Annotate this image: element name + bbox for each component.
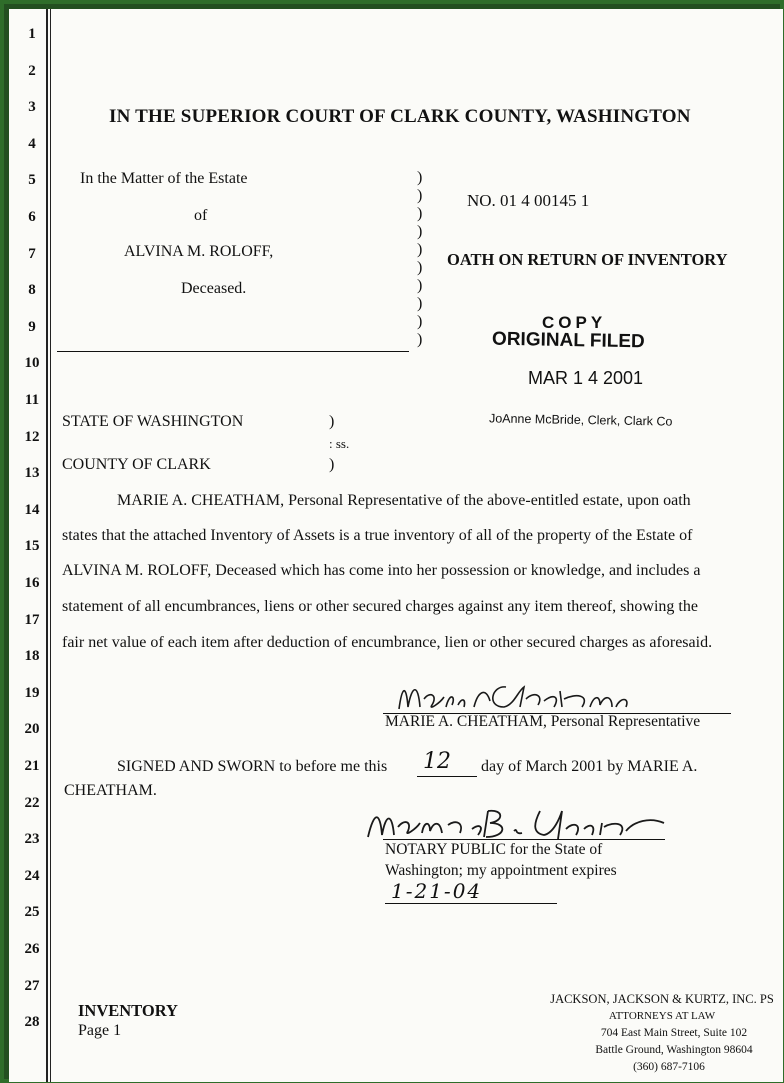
line-number: 3 <box>28 99 36 116</box>
line-number: 23 <box>24 831 40 848</box>
line-number: 25 <box>24 904 40 921</box>
firm-phone: (360) 687-7106 <box>633 1061 705 1073</box>
line-number: 11 <box>24 392 40 408</box>
margin-rule-left <box>46 9 48 1082</box>
line-number: 22 <box>24 794 40 811</box>
caption-parentheses: ) ) ) ) ) ) ) ) ) ) <box>417 169 423 348</box>
line-number: 8 <box>28 282 36 299</box>
signer-name: MARIE A. CHEATHAM, Personal Representative <box>385 713 701 730</box>
venue-paren-1: ) <box>329 413 335 430</box>
line-number: 1 <box>28 26 36 42</box>
stamp-date: MAR 1 4 2001 <box>528 368 644 388</box>
body-line-1: MARIE A. CHEATHAM, Personal Representative of the above-entitled estate, upon oath <box>117 492 691 509</box>
line-number: 13 <box>24 465 40 482</box>
line-number: 19 <box>24 684 40 701</box>
line-number: 10 <box>24 355 40 372</box>
expiration-line <box>385 903 557 904</box>
line-number: 21 <box>24 758 40 774</box>
notary-line-2: Washington; my appointment expires <box>385 862 617 879</box>
line-number: 27 <box>24 977 40 994</box>
sworn-suffix: day of March 2001 by MARIE A. <box>481 758 698 775</box>
body-line-4: statement of all encumbrances, liens or other secured charges against any item thereof, showing the <box>62 598 698 615</box>
court-title: IN THE SUPERIOR COURT OF CLARK COUNTY, WASHINGTON <box>109 106 691 127</box>
venue-county: COUNTY OF CLARK <box>62 456 211 473</box>
line-number: 6 <box>28 209 36 225</box>
notary-line <box>383 839 665 840</box>
line-number: 9 <box>28 318 36 335</box>
line-number: 17 <box>24 611 40 628</box>
matter-of: of <box>194 207 208 224</box>
line-number: 15 <box>24 538 40 555</box>
stamp-clerk: JoAnne McBride, Clerk, Clark Co <box>488 411 673 429</box>
line-number: 7 <box>28 245 36 262</box>
venue-ss: : ss. <box>329 436 350 451</box>
margin-rule-right <box>50 9 51 1082</box>
deceased-label: Deceased. <box>181 280 247 297</box>
line-number: 5 <box>28 172 36 189</box>
venue-state: STATE OF WASHINGTON <box>62 413 244 430</box>
sworn-name-continued: CHEATHAM. <box>64 782 157 799</box>
line-number: 24 <box>24 867 40 884</box>
line-number: 4 <box>28 135 36 152</box>
stamp-original-filed: ORIGINAL FILED <box>491 328 645 353</box>
stamp-copy: COPY <box>542 313 607 332</box>
body-line-5: fair net value of each item after deduction of encumbrance, lien or other secured charges as aforesaid. <box>62 634 713 651</box>
caption-underline <box>57 351 409 352</box>
firm-address-2: Battle Ground, Washington 98604 <box>595 1044 753 1056</box>
case-number: NO. 01 4 00145 1 <box>467 191 590 210</box>
line-number: 2 <box>28 62 36 79</box>
sworn-day: 12 <box>423 749 451 774</box>
footer-page-number: Page 1 <box>78 1022 122 1039</box>
body-line-3: ALVINA M. ROLOFF, Deceased which has come into her possession or knowledge, and includes a <box>62 562 701 579</box>
pleading-page <box>9 9 783 1082</box>
line-number: 12 <box>24 428 40 445</box>
venue-paren-2: ) <box>329 456 335 473</box>
sworn-prefix: SIGNED AND SWORN to before me this <box>117 758 388 775</box>
notary-line-1: NOTARY PUBLIC for the State of <box>385 841 603 858</box>
firm-subtitle: ATTORNEYS AT LAW <box>608 1010 716 1022</box>
line-number: 20 <box>24 721 40 738</box>
day-blank <box>417 776 477 777</box>
firm-name: JACKSON, JACKSON & KURTZ, INC. PS <box>550 992 774 1006</box>
decedent-name: ALVINA M. ROLOFF, <box>124 243 274 260</box>
body-line-2: states that the attached Inventory of Assets is a true inventory of all of the property of the Estate of <box>62 527 693 544</box>
line-number: 18 <box>24 648 40 665</box>
line-number: 14 <box>24 501 40 518</box>
matter-line: In the Matter of the Estate <box>80 170 248 187</box>
line-number: 28 <box>24 1014 40 1031</box>
notary-expiration: 1-21-04 <box>391 879 483 903</box>
firm-address-1: 704 East Main Street, Suite 102 <box>600 1027 748 1039</box>
document-title: OATH ON RETURN OF INVENTORY <box>447 250 728 269</box>
line-number: 26 <box>24 941 40 957</box>
line-number: 16 <box>24 575 40 591</box>
footer-document-name: INVENTORY <box>78 1001 178 1020</box>
